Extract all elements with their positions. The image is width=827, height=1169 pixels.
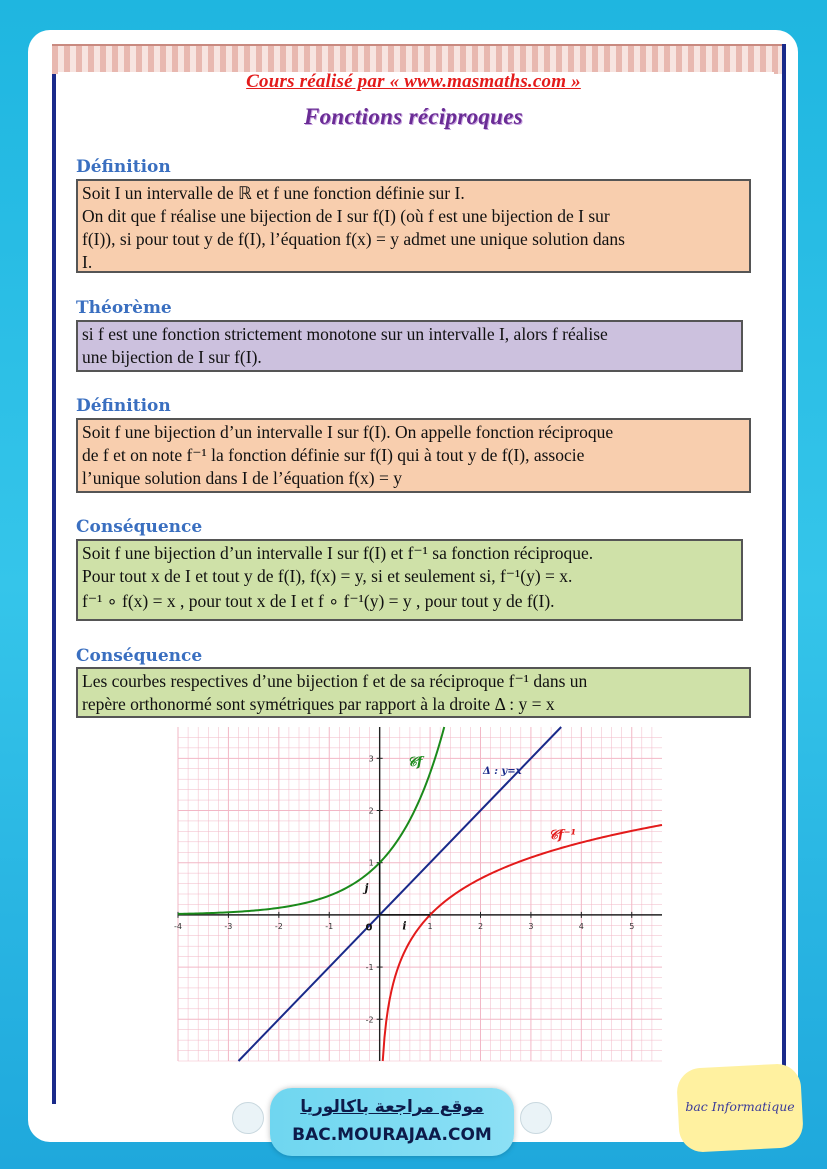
frame-top-border xyxy=(52,44,782,74)
definition-1-line-2: On dit que f réalise une bijection de I sur f(I) (où f est une bijection de I sur xyxy=(82,206,610,226)
definition-1-line-3: f(I)), si pour tout y de f(I), l’équation f(x) = y admet une unique solution dans xyxy=(82,229,625,249)
footer-site-link[interactable]: BAC.MOURAJAA.COM xyxy=(292,1125,492,1145)
source-link[interactable]: Cours réalisé par « www.masmaths.com » xyxy=(246,71,581,92)
label-cf-inverse: 𝒞f⁻¹ xyxy=(548,828,577,844)
consequence-2-line-1: Les courbes respectives d’une bijection f et de sa réciproque f⁻¹ dans un xyxy=(82,671,588,691)
definition-2-line-2: de f et on note f⁻¹ la fonction définie sur f(I) qui à tout y de f(I), associe xyxy=(82,445,585,465)
label-cf: 𝒞f xyxy=(407,755,423,771)
x-tick-label: -4 xyxy=(174,921,182,931)
label-vector-i: i xyxy=(402,919,407,933)
definition-2-line-1: Soit f une bijection d’un intervalle I sur f(I). On appelle fonction réciproque xyxy=(82,422,614,442)
consequence-1-line-2: Pour tout x de I et tout y de f(I), f(x) = y, si et seulement si, f⁻¹(y) = x. xyxy=(82,566,573,586)
consequence-1-line-3: f⁻¹ ∘ f(x) = x , pour tout x de I et f ∘ f⁻¹(y) = y , pour tout y de f(I). xyxy=(82,591,555,611)
consequence-box-2 xyxy=(76,667,751,718)
consequence-box-1 xyxy=(76,539,743,621)
curve-cf-inverse xyxy=(383,825,662,1061)
label-delta: Δ : y=x xyxy=(483,765,522,777)
definition-1-line-1: Soit I un intervalle de ℝ et f une fonction définie sur I. xyxy=(82,183,465,203)
badge-text: bac Informatique xyxy=(685,1099,795,1114)
y-tick-label: 2 xyxy=(368,806,374,816)
x-tick-label: 1 xyxy=(427,921,433,931)
definition-1-line-4: I. xyxy=(82,252,93,272)
x-tick-label: 5 xyxy=(629,921,635,931)
section-heading-consequence-1: Conséquence xyxy=(76,517,203,537)
consequence-1-line-1: Soit f une bijection d’un intervalle I sur f(I) et f⁻¹ sa fonction réciproque. xyxy=(82,543,594,563)
label-vector-j: j xyxy=(364,881,369,895)
theorem-box xyxy=(76,320,743,372)
definition-box-1 xyxy=(76,179,751,273)
footer-arabic-title[interactable]: موقع مراجعة باكالوريا xyxy=(300,1097,484,1117)
definition-2-line-3: l’unique solution dans I de l’équation f(x) = y xyxy=(82,468,402,488)
section-heading-theorem: Théorème xyxy=(76,298,172,318)
y-tick-label: -2 xyxy=(365,1015,374,1025)
x-tick-label: 3 xyxy=(528,921,534,931)
graph-grid xyxy=(178,727,662,1061)
x-tick-label: -3 xyxy=(224,921,233,931)
section-heading-definition-1: Définition xyxy=(76,157,171,177)
page-title: Fonctions réciproques xyxy=(303,104,524,129)
x-tick-label: 2 xyxy=(477,921,484,931)
logo-left-icon xyxy=(232,1102,264,1134)
definition-box-2 xyxy=(76,418,751,493)
curve-cf xyxy=(178,727,444,914)
section-heading-definition-2: Définition xyxy=(76,396,171,416)
x-tick-label: 4 xyxy=(578,921,584,931)
label-origin: 0 xyxy=(365,922,373,934)
function-graph xyxy=(174,727,662,1061)
y-tick-label: -1 xyxy=(365,963,374,973)
section-heading-consequence-2: Conséquence xyxy=(76,646,203,666)
x-tick-label: -1 xyxy=(325,921,334,931)
theorem-line-1: si f est une fonction strictement monotone sur un intervalle I, alors f réalise xyxy=(82,324,608,344)
logo-right-icon xyxy=(520,1102,552,1134)
y-tick-label: 3 xyxy=(368,754,374,764)
consequence-2-line-2: repère orthonormé sont symétriques par rapport à la droite Δ : y = x xyxy=(82,694,555,714)
theorem-line-2: une bijection de I sur f(I). xyxy=(82,347,262,367)
y-tick-label: 1 xyxy=(368,858,374,868)
x-tick-label: -2 xyxy=(274,921,283,931)
